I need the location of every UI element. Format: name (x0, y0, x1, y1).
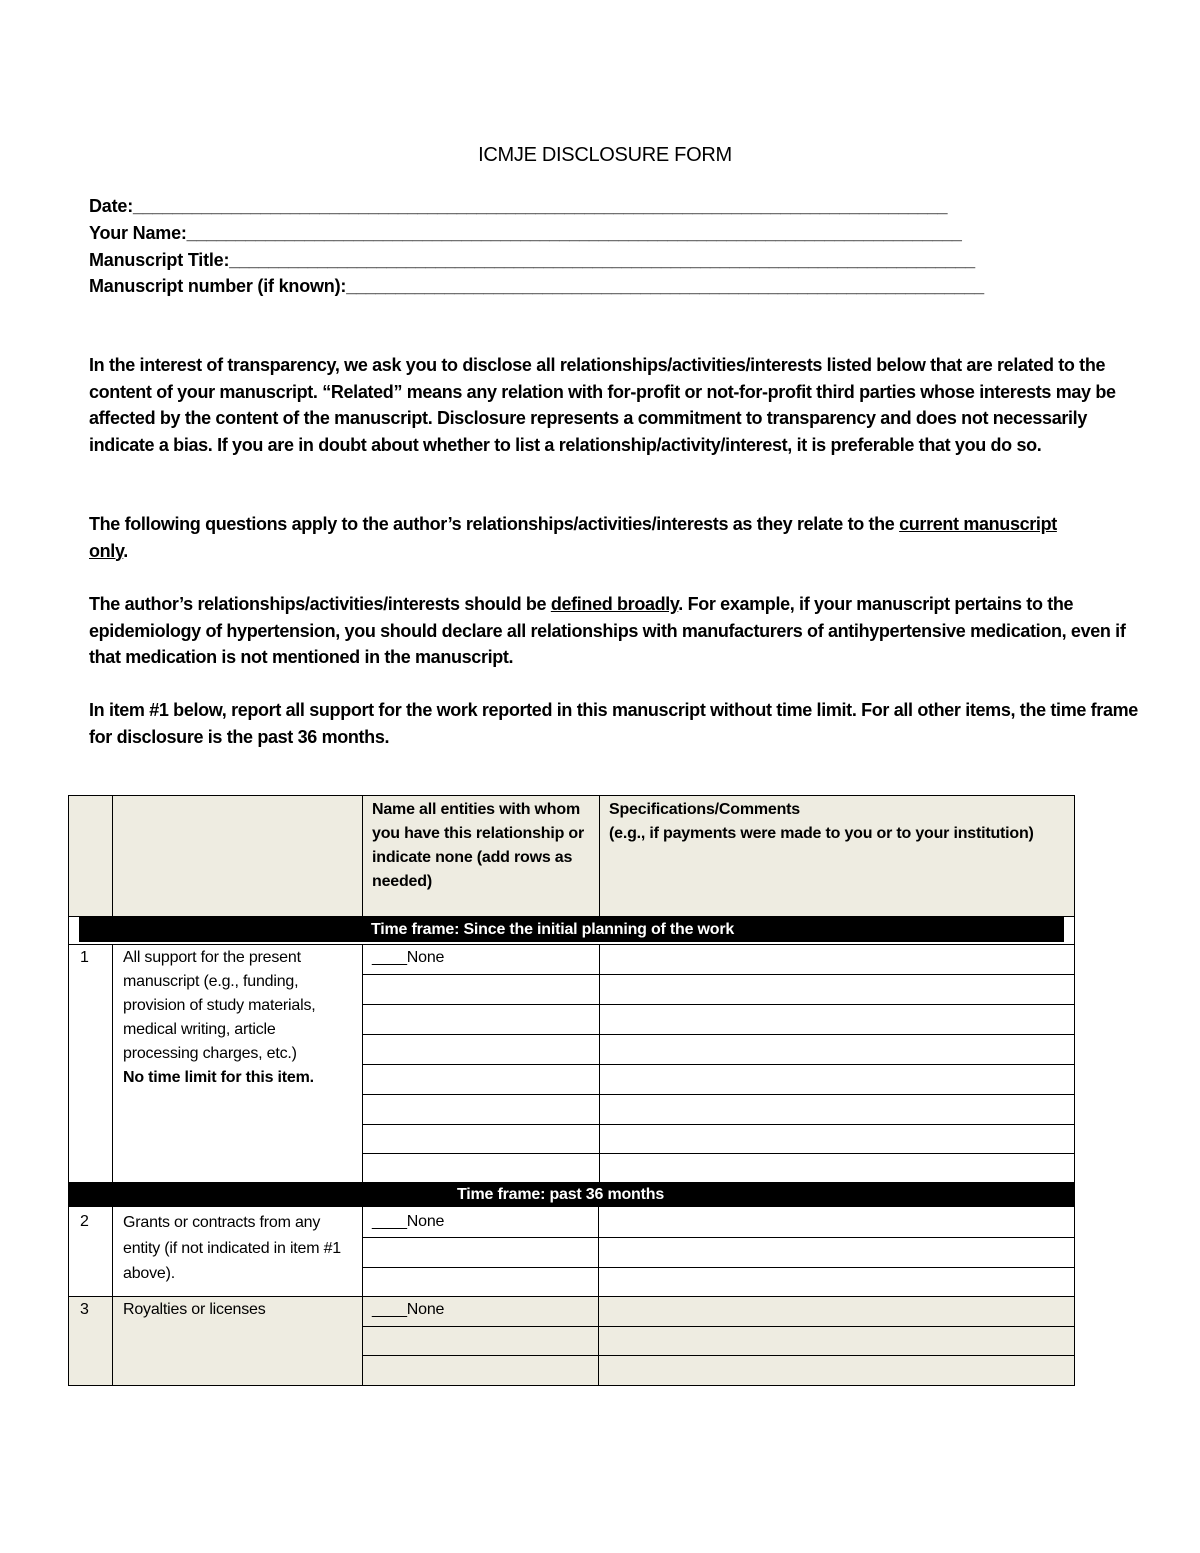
grid-line (68, 795, 1075, 796)
item1-description-text: All support for the present manuscript (e.g., funding, provision of study materials, medical writing, article processing charges, etc.) (123, 949, 316, 1062)
timeframe-band-36-months (69, 1182, 1074, 1207)
item2-description: Grants or contracts from any entity (if not indicated in item #1 above). (123, 1214, 342, 1282)
scope-underlined: current manuscript only (89, 514, 1057, 561)
grid-line (68, 795, 69, 1386)
timeframe-paragraph: In item #1 below, report all support for the work reported in this manuscript without time limit. For all other items, the time frame for disclosure is the past 36 months. (89, 700, 1138, 747)
grid-line (362, 795, 363, 917)
scope-text-before: The following questions apply to the author’s relationships/activities/interests as they relate to the (89, 514, 900, 534)
form-title: ICMJE DISCLOSURE FORM (478, 144, 732, 166)
grid-line (362, 1326, 1075, 1327)
scope-paragraph (89, 511, 1069, 564)
header-specifications-note: (e.g., if payments were made to you or to your institution) (609, 825, 1034, 842)
grid-line (68, 1296, 1075, 1297)
grid-line (599, 795, 600, 917)
breadth-text-after: . For example, if your manuscript pertains to the epidemiology of hypertension, you should declare all relationships with manufacturers of antihypertensive medication, even if that medication is not mentioned in the manuscript. (89, 594, 1126, 667)
grid-line (362, 1237, 1075, 1238)
intro-paragraph: In the interest of transparency, we ask you to disclose all relationships/activities/interests listed below that are related to the content of your manuscript. “Related” means any relation with for-profit or not-for-profit third parties whose interests may be affected by the content of the manuscript. Disclosure represents a commitment to transparency and does not necessarily indicate a bias. If you are in doubt about whether to list a relationship/activity/interest, it is preferable that you do so. (89, 355, 1116, 455)
breadth-paragraph (89, 591, 1129, 671)
header-specifications-title: Specifications/Comments (609, 801, 801, 818)
manuscript-title-field[interactable]: Manuscript Title:____________________________________________________________________________ (89, 250, 975, 270)
grid-line (362, 1094, 1075, 1095)
grid-line (68, 944, 1075, 945)
timeframe-band-36-months-label: Time frame: past 36 months (457, 1186, 665, 1203)
breadth-underlined: defined broadly (550, 594, 679, 614)
grid-line (362, 1153, 1075, 1154)
scope-text-after: . (123, 540, 128, 561)
grid-line (362, 1004, 1075, 1005)
item3-number: 3 (80, 1301, 89, 1318)
grid-line (362, 974, 1075, 975)
timeframe-band-initial (79, 917, 1064, 942)
grid-line (362, 1034, 1075, 1035)
timeframe-band-initial-label: Time frame: Since the initial planning of the work (371, 921, 735, 938)
grid-line (1074, 795, 1075, 1386)
item2-none-option[interactable]: ____None (372, 1213, 445, 1230)
item2-number: 2 (80, 1213, 89, 1230)
date-field[interactable]: Date:___________________________________________________________________________________ (89, 196, 948, 216)
grid-line (362, 1267, 1075, 1268)
grid-line (362, 1064, 1075, 1065)
your-name-field[interactable]: Your Name:_______________________________________________________________________________ (89, 223, 962, 243)
breadth-text-before: The author’s relationships/activities/interests should be (89, 594, 551, 614)
grid-line (68, 916, 1075, 917)
manuscript-number-field[interactable]: Manuscript number (if known):_________________________________________________________________ (89, 276, 984, 296)
item3-none-option[interactable]: ____None (372, 1301, 445, 1318)
item1-none-option[interactable]: ____None (372, 949, 445, 966)
item1-description (123, 946, 355, 1090)
grid-line (362, 1355, 1075, 1356)
header-specifications (609, 798, 1059, 846)
grid-line (68, 1385, 1075, 1386)
grid-line (112, 945, 113, 1182)
grid-line (112, 795, 113, 917)
item1-note: No time limit for this item. (123, 1069, 314, 1086)
item1-number: 1 (80, 949, 89, 966)
grid-line (362, 1124, 1075, 1125)
header-entities: Name all entities with whom you have this relationship or indicate none (add rows as needed) (372, 801, 585, 890)
item3-description: Royalties or licenses (123, 1301, 266, 1318)
